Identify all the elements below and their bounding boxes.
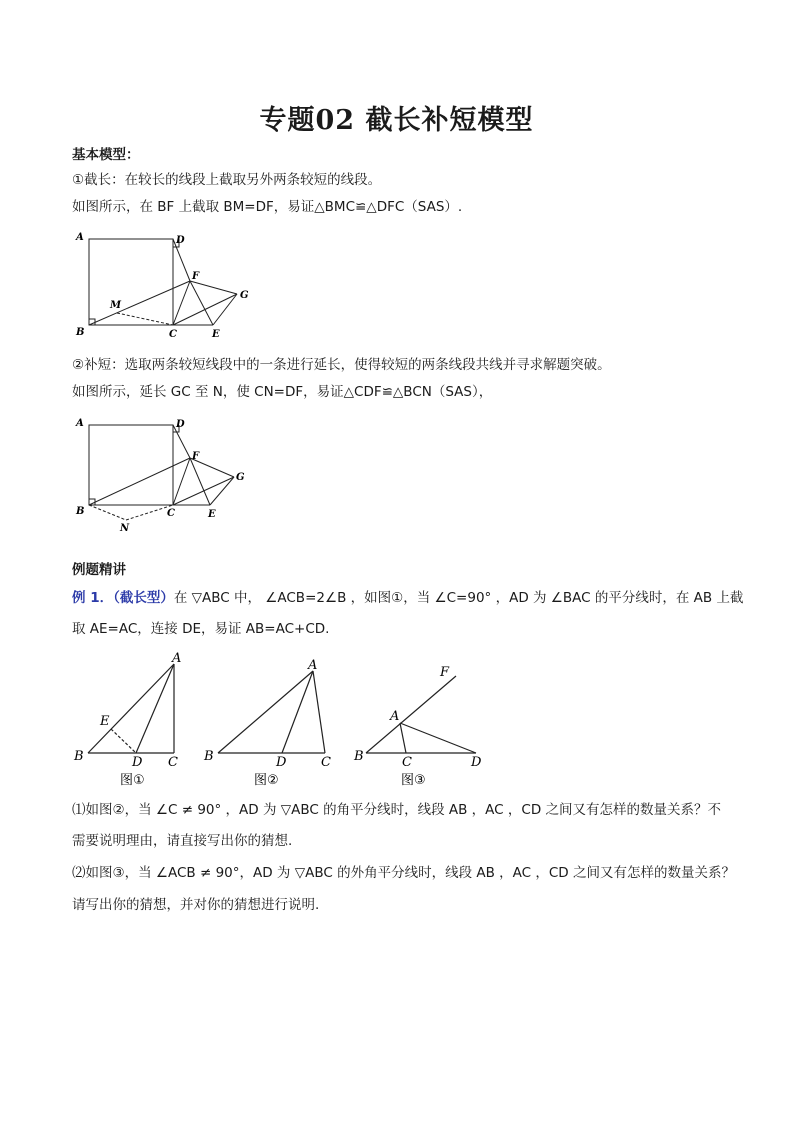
fig2-label-c: C bbox=[167, 508, 175, 519]
example1-line2: 取 AE=AC，连接 DE，易证 AB=AC+CD. bbox=[72, 621, 330, 637]
fig4-label-c: C bbox=[321, 755, 331, 770]
fig2-label-e: E bbox=[208, 509, 216, 520]
figure-1 bbox=[68, 648, 193, 788]
fig5-caption: 图③ bbox=[401, 773, 426, 788]
fig1-label-a: A bbox=[76, 232, 84, 243]
figure-extend-short bbox=[70, 413, 255, 538]
fig4-label-d: D bbox=[276, 755, 287, 770]
fig2-label-f: F bbox=[192, 451, 200, 462]
page-title: 专题02 截长补短模型 bbox=[259, 105, 534, 136]
fig1-label-b: B bbox=[76, 327, 85, 338]
fig2-label-g: G bbox=[236, 472, 245, 483]
question1-line2: 需要说明理由，请直接写出你的猜想. bbox=[72, 833, 293, 849]
examples-heading: 例题精讲 bbox=[72, 562, 126, 578]
fig5-label-b: B bbox=[354, 749, 364, 764]
fig1-label-e: E bbox=[212, 329, 220, 340]
fig3-label-b: B bbox=[74, 749, 84, 764]
extend-short-description: ②补短：选取两条较短线段中的一条进行延长，使得较短的两条线段共线并寻求解题突破。 bbox=[72, 357, 611, 373]
fig5-label-c: C bbox=[402, 755, 412, 770]
cut-long-example: 如图所示，在 BF 上截取 BM=DF，易证△BMC≌△DFC（SAS）. bbox=[72, 199, 463, 215]
fig5-label-a: A bbox=[390, 709, 400, 724]
fig3-label-c: C bbox=[168, 755, 178, 770]
fig4-label-b: B bbox=[204, 749, 214, 764]
figure-2 bbox=[200, 648, 345, 788]
fig4-caption: 图② bbox=[254, 773, 279, 788]
fig2-label-d: D bbox=[176, 419, 185, 430]
figure-cut-long bbox=[70, 228, 255, 343]
cut-long-description: ①截长：在较长的线段上截取另外两条较短的线段。 bbox=[72, 172, 382, 188]
fig2-label-n: N bbox=[120, 523, 130, 534]
fig1-label-c: C bbox=[169, 329, 177, 340]
fig5-label-d: D bbox=[471, 755, 482, 770]
fig1-label-d: D bbox=[176, 235, 185, 246]
example1-text: 在 ▽ABC 中， ∠ACB=2∠B ，如图①，当 ∠C=90° ，AD 为 ∠BAC 的平分线时，在 AB 上截 bbox=[173, 590, 744, 606]
fig1-label-g: G bbox=[240, 290, 249, 301]
fig3-label-a: A bbox=[172, 651, 182, 666]
basic-model-heading: 基本模型： bbox=[72, 147, 140, 163]
question2-line2: 请写出你的猜想，并对你的猜想进行说明. bbox=[72, 897, 320, 913]
fig1-label-m: M bbox=[110, 300, 122, 311]
fig1-label-f: F bbox=[192, 271, 200, 282]
figure-3 bbox=[350, 660, 490, 788]
fig5-label-f: F bbox=[440, 665, 450, 680]
extend-short-example: 如图所示，延长 GC 至 N，使 CN=DF，易证△CDF≌△BCN（SAS）， bbox=[72, 384, 493, 400]
fig2-label-b: B bbox=[76, 506, 85, 517]
fig3-label-e: E bbox=[100, 714, 110, 729]
question2-line1: ⑵如图③，当 ∠ACB ≠ 90°，AD 为 ▽ABC 的外角平分线时，线段 AB ，AC ，CD 之间又有怎样的数量关系？ bbox=[72, 865, 735, 881]
fig3-caption: 图① bbox=[120, 773, 145, 788]
question1-line1: ⑴如图②，当 ∠C ≠ 90° ，AD 为 ▽ABC 的角平分线时，线段 AB ，AC ，CD 之间又有怎样的数量关系？不 bbox=[72, 802, 722, 818]
fig4-label-a: A bbox=[308, 658, 318, 673]
example1-line1 bbox=[72, 589, 743, 607]
fig3-label-d: D bbox=[132, 755, 143, 770]
fig2-label-a: A bbox=[76, 418, 84, 429]
example1-label: 例 1．（截长型） bbox=[72, 590, 174, 606]
